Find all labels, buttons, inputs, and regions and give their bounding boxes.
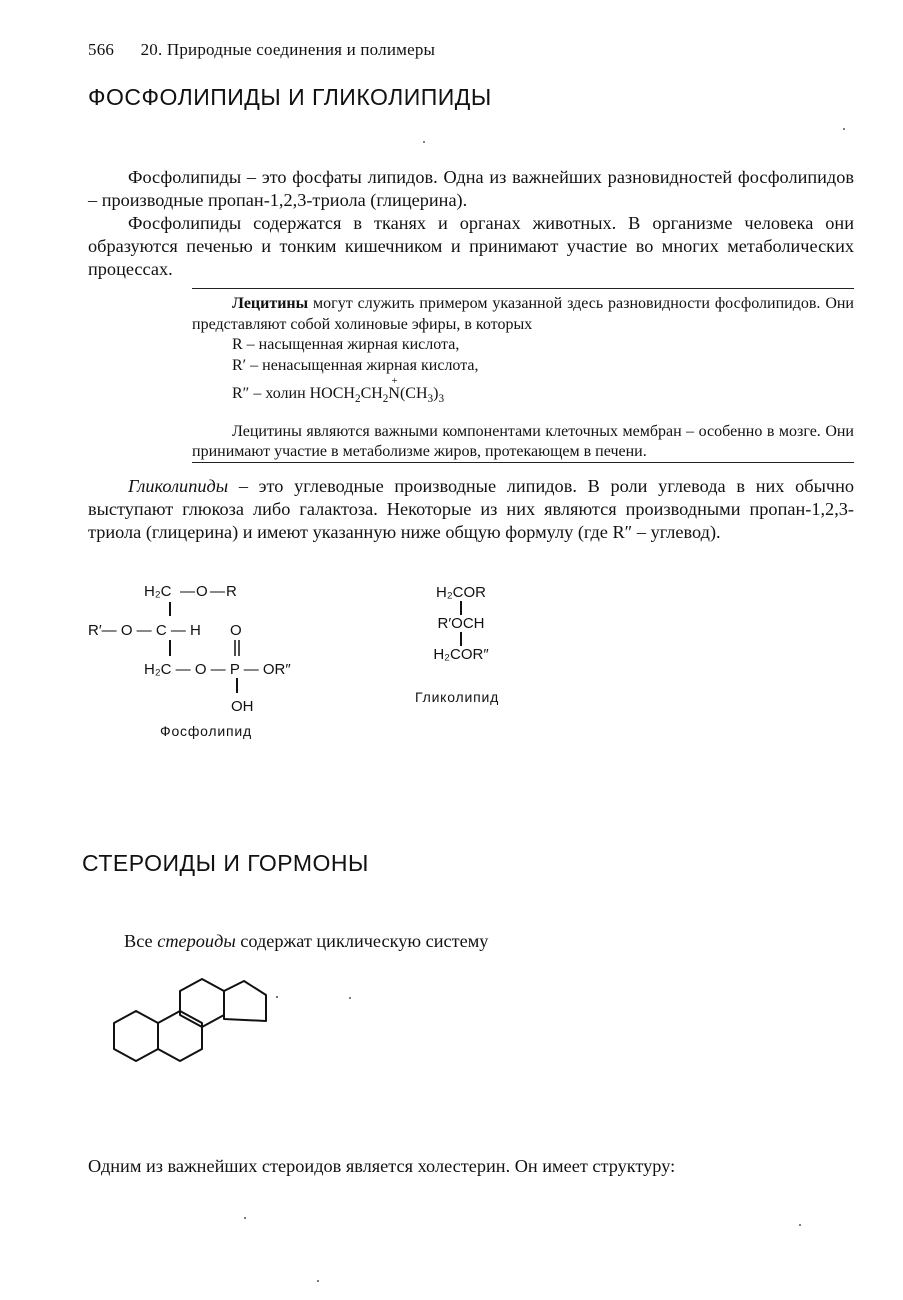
phospholipids-intro bbox=[88, 166, 854, 281]
scan-speck bbox=[317, 1280, 319, 1282]
svg-text:—: — bbox=[210, 583, 225, 600]
r1-definition: R′ – ненасыщенная жирная кислота, bbox=[232, 356, 479, 374]
chapter-title: 20. Природные соединения и полимеры bbox=[140, 40, 436, 59]
svg-text:O: O bbox=[196, 583, 208, 600]
glycolipid-line2: R′OCH bbox=[437, 615, 485, 632]
box-bottom-rule bbox=[192, 462, 854, 463]
section-title-phospholipids: ФОСФОЛИПИДЫ И ГЛИКОЛИПИДЫ bbox=[88, 84, 492, 110]
scan-speck bbox=[349, 997, 351, 999]
h2c-top: H₂C bbox=[144, 583, 172, 600]
oxygen-double: O bbox=[230, 622, 242, 639]
glycolipid-line1: H₂COR bbox=[436, 584, 486, 601]
r-definition: R – насыщенная жирная кислота, bbox=[232, 336, 460, 353]
phospholipid-structure bbox=[80, 578, 340, 743]
scan-speck bbox=[799, 1224, 801, 1226]
r2-definition: R″ – холин $HOCH_2CH_2N$ + $(CH_3)_3$ bbox=[192, 384, 854, 410]
steroid-term: стероиды bbox=[157, 931, 236, 951]
box-top-rule bbox=[192, 288, 854, 289]
paragraph: Фосфолипиды – это фосфаты липидов. Одна из важнейших разновидностей фосфолипидов – производные пропан-1,2,3-триола (глицерина). bbox=[88, 167, 854, 210]
steroid-skeleton bbox=[80, 975, 290, 1090]
glycolipid-caption: Гликолипид bbox=[415, 689, 500, 705]
ring-a bbox=[114, 1011, 158, 1061]
svg-text:R: R bbox=[226, 583, 237, 600]
ring-c bbox=[180, 979, 224, 1027]
svg-text:—: — bbox=[180, 583, 195, 600]
lecithin-box bbox=[192, 294, 854, 463]
glycolipids-paragraph: Гликолипиды – это углеводные производные липидов. В роли углевода в них обычно выступают глюкоза либо галактоза. Некоторые из них являются производными пропан-1,2,3-триола (глицерина) и имеют указанную ниже общую формулу (где R″ – углевод). bbox=[88, 476, 854, 542]
ring-b bbox=[158, 1011, 202, 1061]
lecithin-intro: Лецитины могут служить примером указанной здесь разновидности фосфолипидов. Они представляют собой холиновые эфиры, в которых bbox=[192, 295, 854, 333]
glycolipid-line3: H₂COR″ bbox=[433, 646, 489, 663]
running-header bbox=[88, 40, 435, 60]
phospholipid-caption: Фосфолипид bbox=[160, 723, 252, 739]
ring-d bbox=[224, 981, 266, 1021]
svg-text:H₂C — O — P — OR″: H₂C — O — P — OR″ bbox=[144, 661, 291, 678]
scan-speck bbox=[244, 1217, 246, 1219]
charge-sign: + bbox=[391, 375, 398, 387]
svg-text:R′— O — C — H: R′— O — C — H bbox=[88, 622, 201, 639]
scan-speck bbox=[423, 141, 425, 143]
section-title-steroids: СТЕРОИДЫ И ГОРМОНЫ bbox=[82, 850, 369, 876]
scan-speck bbox=[843, 128, 845, 130]
steroid-sentence: Все стероиды содержат циклическую систему bbox=[124, 931, 489, 951]
lecithin-term: Лецитины bbox=[232, 295, 309, 312]
svg-text:OH: OH bbox=[231, 698, 254, 715]
page-number: 566 bbox=[88, 40, 115, 59]
glycolipid-term: Гликолипиды bbox=[128, 476, 229, 496]
cholesterol-sentence: Одним из важнейших стероидов является холестерин. Он имеет структуру: bbox=[88, 1156, 676, 1176]
glycolipid-structure bbox=[426, 584, 496, 663]
lecithin-outro: Лецитины являются важными компонентами клеточных мембран – особенно в мозге. Они принимают участие в метаболизме жиров, протекающем в печени. bbox=[192, 422, 854, 461]
paragraph: Фосфолипиды содержатся в тканях и органах животных. В организме человека они образуются печенью и тонким кишечником и принимают участие во многих метаболических процессах. bbox=[88, 213, 854, 279]
